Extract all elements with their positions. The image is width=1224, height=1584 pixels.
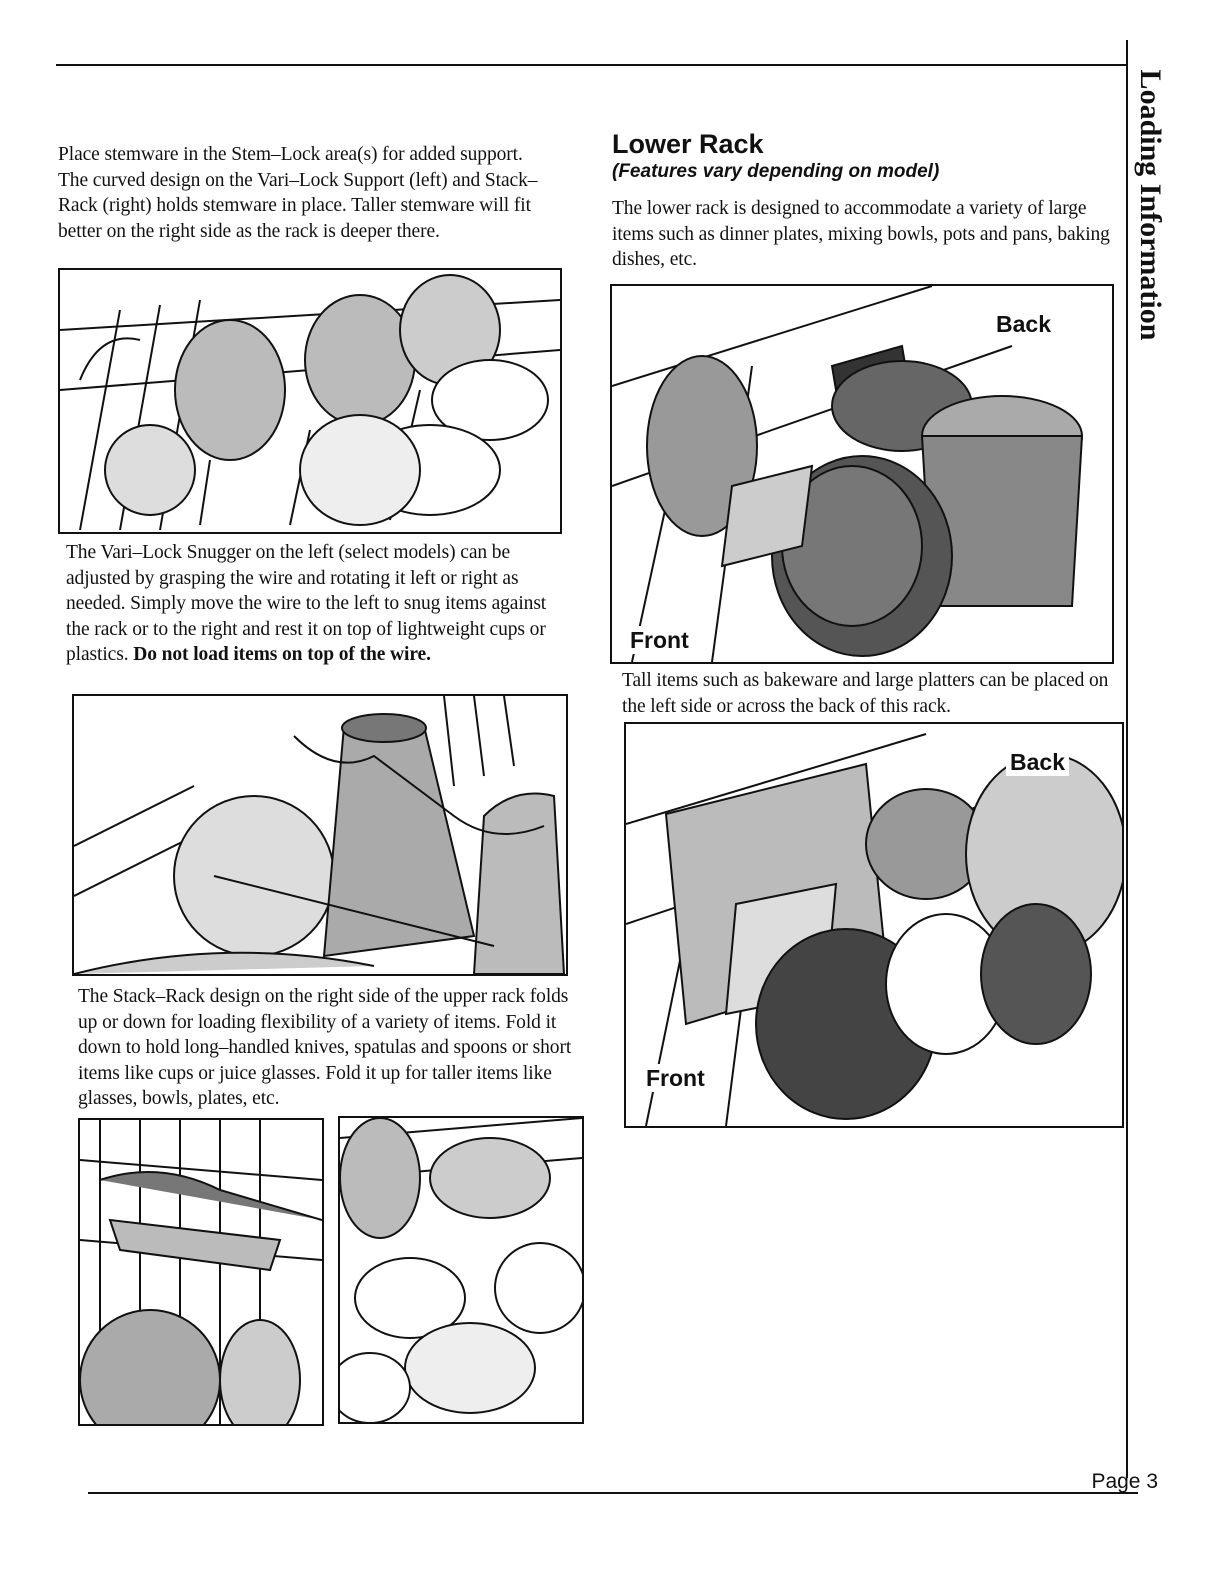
page-number: Page 3 bbox=[1091, 1470, 1158, 1493]
stack-rack-up-icon bbox=[340, 1118, 582, 1422]
stack-rack-paragraph: The Stack–Rack design on the right side of the upper rack folds up or down for loading flexibility of a variety of items. Fold it down to hold long–handled knives, spatulas and spoons or short items like cups or juice glasses. Fold it up for taller items like glasses, bowls, plates, etc. bbox=[78, 986, 572, 1109]
stemware-rack-icon bbox=[60, 270, 560, 532]
stemware-paragraph: Place stemware in the Stem–Lock area(s) for added support. The curved design on the Vari–Lock Support (left) and Stack–Rack (right) holds stemware in place. Taller stemware will fit better on the right side as the rack is deeper there. bbox=[58, 144, 538, 242]
side-tab-label: Loading Information bbox=[1134, 69, 1167, 341]
top-rule bbox=[56, 64, 1128, 66]
lower-rack-front-label-1: Front bbox=[626, 626, 693, 654]
snugger-figure bbox=[72, 694, 568, 976]
stack-rack-down-icon bbox=[80, 1120, 322, 1424]
lower-rack-figure-1 bbox=[610, 284, 1114, 664]
lower-rack-front-label-2: Front bbox=[642, 1064, 709, 1092]
snugger-paragraph bbox=[66, 540, 562, 668]
lower-rack-back-label-2: Back bbox=[1006, 748, 1069, 776]
stack-rack-up-figure bbox=[338, 1116, 584, 1424]
vari-lock-snugger-icon bbox=[74, 696, 566, 974]
lower-rack-paragraph: The lower rack is designed to accommodate a variety of large items such as dinner plates, mixing bowls, pots and pans, baking dishes, etc. bbox=[612, 198, 1110, 270]
bottom-rule bbox=[88, 1492, 1138, 1494]
bakeware-paragraph: Tall items such as bakeware and large platters can be placed on the left side or across the back of this rack. bbox=[622, 670, 1109, 717]
stack-rack-down-figure bbox=[78, 1118, 324, 1426]
lower-rack-pots-icon bbox=[612, 286, 1112, 662]
snugger-warning: Do not load items on top of the wire. bbox=[133, 644, 431, 665]
side-tab bbox=[1128, 40, 1172, 370]
lower-rack-back-label-1: Back bbox=[992, 310, 1055, 338]
snugger-text: The Vari–Lock Snugger on the left (select models) can be adjusted by grasping the wire and rotating it left or right as needed. Simply move the wire to the left to snug items against the rack or to the right and rest it on top of lightweight cups or plastics. bbox=[66, 542, 547, 665]
lower-rack-figure-2 bbox=[624, 722, 1124, 1128]
lower-rack-heading: Lower Rack bbox=[612, 129, 764, 159]
stemware-figure bbox=[58, 268, 562, 534]
lower-rack-subheading: (Features vary depending on model) bbox=[612, 161, 940, 182]
